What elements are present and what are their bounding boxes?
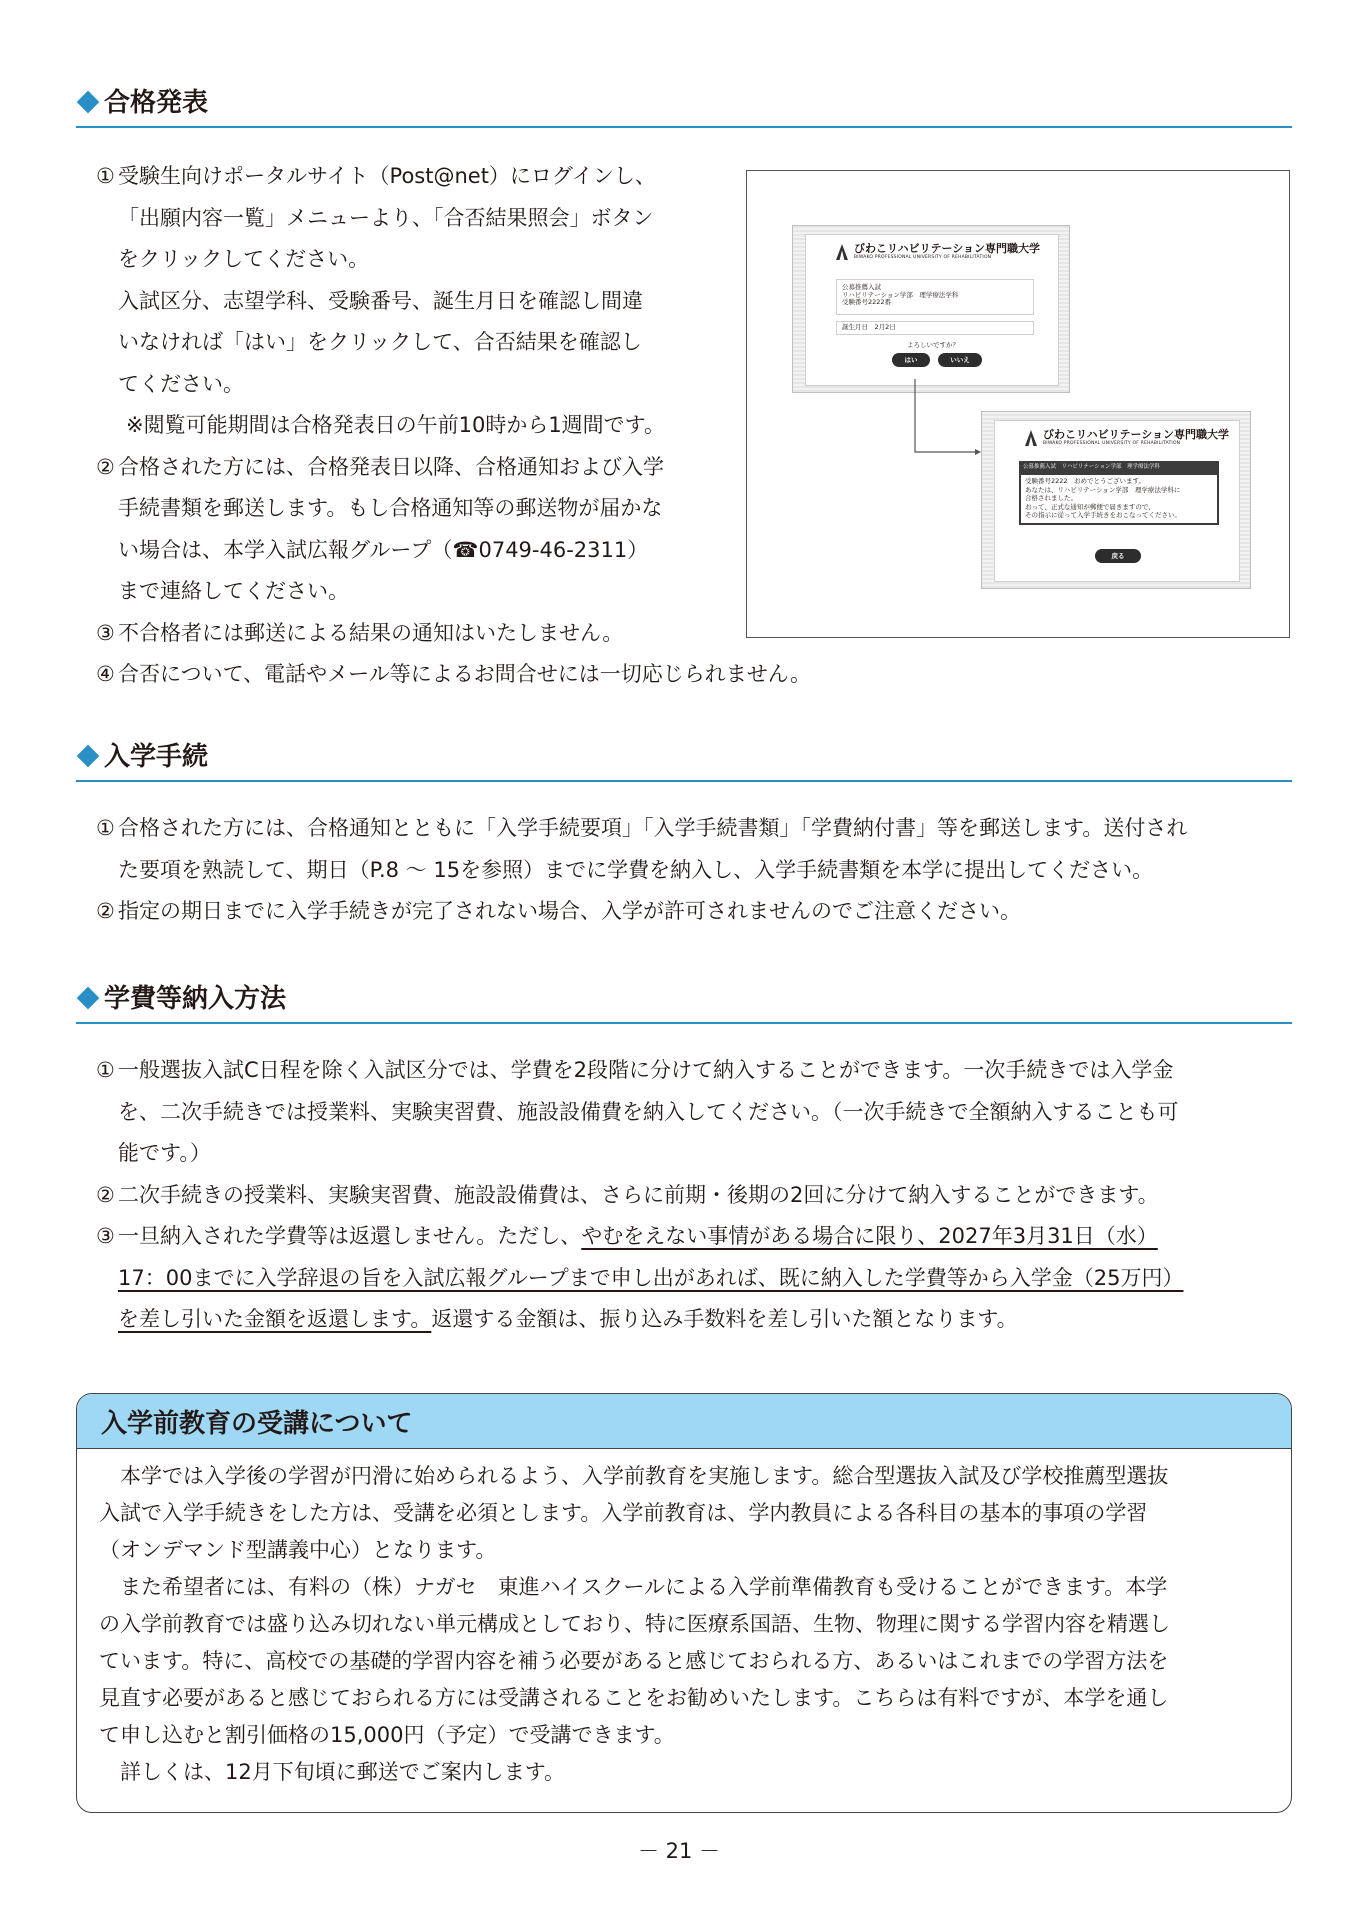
list-item: 能です。） bbox=[118, 1141, 211, 1165]
section3-text bbox=[96, 1050, 1183, 1341]
confirm-question: よろしいですか？ bbox=[907, 341, 959, 349]
box-line: の入学前教育では盛り込み切れない単元構成としており、特に医療系国語、生物、物理に関する学習内容を精選し bbox=[99, 1612, 1170, 1636]
diamond-bullet-icon bbox=[77, 987, 100, 1010]
diamond-bullet-icon bbox=[77, 91, 100, 114]
list-item: を、二次手続きでは授業料、実験実習費、施設設備費を納入してください。（一次手続きで全額納入することも可 bbox=[118, 1099, 1179, 1124]
list-item: を差し引いた金額を返還します。返還する金額は、振り込み手数料を差し引いた額となります。 bbox=[118, 1307, 1018, 1331]
box-line: 本学では入学後の学習が円滑に始められるよう、入学前教育を実施します。総合型選抜入試及び学校推薦型選抜 bbox=[99, 1464, 1169, 1488]
university-logo: びわこリハビリテーション専門職大学 BIWAKO PROFESSIONAL UNIVERSITY OF REHABILITATION bbox=[836, 243, 1040, 261]
result-panel bbox=[994, 420, 1240, 582]
box-line: （オンデマンド型講義中心）となります。 bbox=[99, 1538, 497, 1562]
section-enrollment-procedure bbox=[76, 734, 1292, 782]
portal-screenshot-figure bbox=[746, 170, 1290, 638]
section1-text bbox=[96, 156, 811, 696]
page-number: － 21 － bbox=[637, 1839, 721, 1863]
section-header bbox=[76, 80, 1292, 128]
list-item: ① 受験生向けポータルサイト（Post@net）にログインし、 bbox=[96, 164, 656, 188]
university-logo: びわこリハビリテーション専門職大学 BIWAKO PROFESSIONAL UNIVERSITY OF REHABILITATION bbox=[1025, 429, 1229, 447]
list-item: い場合は、本学入試広報グループ（☎0749-46-2311） bbox=[118, 537, 649, 562]
box-line: 入試で入学手続きをした方は、受講を必須とします。入学前教育は、学内教員による各科目の基本的事項の学習 bbox=[99, 1501, 1148, 1525]
section-title: 入学手続 bbox=[104, 742, 209, 772]
result-screen bbox=[981, 411, 1251, 589]
list-item: ② 合格された方には、合格発表日以降、合格通知および入学 bbox=[96, 454, 664, 479]
back-button: 戻る bbox=[1095, 549, 1141, 563]
section2-text bbox=[96, 808, 1187, 933]
section-tuition-payment bbox=[76, 976, 1292, 1024]
pre-enrollment-education-box bbox=[76, 1393, 1292, 1813]
section-title: 学費等納入方法 bbox=[104, 984, 287, 1014]
box-title: 入学前教育の受講について bbox=[101, 1408, 413, 1439]
list-item: 手続書類を郵送します。もし合格通知等の郵送物が届かな bbox=[118, 496, 663, 520]
section-pass-announcement bbox=[76, 80, 1292, 128]
box-line: て申し込むと割引価格の15,000円（予定）で受講できます。 bbox=[99, 1723, 675, 1747]
birthday-field: 誕生月日 2月2日 bbox=[836, 321, 1034, 335]
list-item: まで連絡してください。 bbox=[118, 579, 349, 603]
list-item: ③ 不合格者には郵送による結果の通知はいたしません。 bbox=[96, 620, 624, 645]
list-item: をクリックしてください。 bbox=[118, 247, 370, 271]
box-line: ています。特に、高校での基礎的学習内容を補う必要があると感じておられる方、あるいはこれまでの学習方法を bbox=[99, 1649, 1169, 1673]
list-item: ※閲覧可能期間は合格発表日の午前10時から1週間です。 bbox=[126, 413, 665, 437]
exam-info-field: 公募推薦入試 リハビリテーション学部 理学療法学科 受験番号2222番 bbox=[836, 279, 1034, 315]
university-logo-icon bbox=[1025, 430, 1037, 446]
box-line: 見直す必要があると感じておられる方には受講されることをお勧めいたします。こちらは有料ですが、本学を通し bbox=[99, 1686, 1169, 1710]
list-item: ③ 一旦納入された学費等は返還しません。ただし、やむをえない事情がある場合に限り、2027年3月31日（水） bbox=[96, 1224, 1158, 1248]
result-header-bar: 公募推薦入試 リハビリテーション学部 理学療法学科 bbox=[1019, 461, 1219, 473]
list-item: 「出願内容一覧」メニューより、「合否結果照会」ボタン bbox=[118, 205, 654, 230]
box-line: また希望者には、有料の（株）ナガセ 東進ハイスクールによる入学前準備教育も受けることができます。本学 bbox=[99, 1575, 1168, 1599]
list-item: ① 一般選抜入試C日程を除く入試区分では、学費を2段階に分けて納入することができます。一次手続きでは入学金 bbox=[96, 1058, 1174, 1082]
list-item: 入試区分、志望学科、受験番号、誕生月日を確認し間違 bbox=[118, 288, 643, 313]
box-body bbox=[99, 1458, 1170, 1791]
yes-button: はい bbox=[892, 353, 930, 367]
list-item: ② 二次手続きの授業料、実験実習費、施設設備費は、さらに前期・後期の2回に分けて納入することができます。 bbox=[96, 1182, 1159, 1207]
list-item: いなければ「はい」をクリックして、合否結果を確認し bbox=[118, 330, 642, 354]
section-header bbox=[76, 734, 1292, 782]
no-button: いいえ bbox=[938, 353, 982, 367]
list-item: た要項を熟読して、期日（P.8 ～ 15を参照）までに学費を納入し、入学手続書類を本学に提出してください。 bbox=[118, 857, 1154, 882]
result-message: 受験番号2222 おめでとうございます。 あなたは、リハビリテーション学部 理学療法学科に 合格されました。 おって、正式な通知が郵便で届きますので、 その指示に従って入学手続きをおこなってください。 bbox=[1019, 473, 1219, 525]
box-line: 詳しくは、12月下旬頃に郵送でご案内します。 bbox=[99, 1760, 566, 1784]
section-header bbox=[76, 976, 1292, 1024]
list-item: てください。 bbox=[118, 371, 244, 396]
list-item: ④ 合否について、電話やメール等によるお問合せには一切応じられません。 bbox=[96, 662, 811, 686]
list-item: ② 指定の期日までに入学手続きが完了されない場合、入学が許可されませんのでご注意ください。 bbox=[96, 899, 1021, 923]
list-item: 17：00までに入学辞退の旨を入試広報グループまで申し出があれば、既に納入した学費等から入学金（25万円） bbox=[118, 1265, 1184, 1290]
diamond-bullet-icon bbox=[77, 745, 100, 768]
box-header bbox=[77, 1394, 1291, 1449]
section-title: 合格発表 bbox=[104, 88, 209, 118]
list-item: ① 合格された方には、合格通知とともに「入学手続要項」「入学手続書類」「学費納付書」等を郵送します。送付され bbox=[96, 816, 1188, 840]
